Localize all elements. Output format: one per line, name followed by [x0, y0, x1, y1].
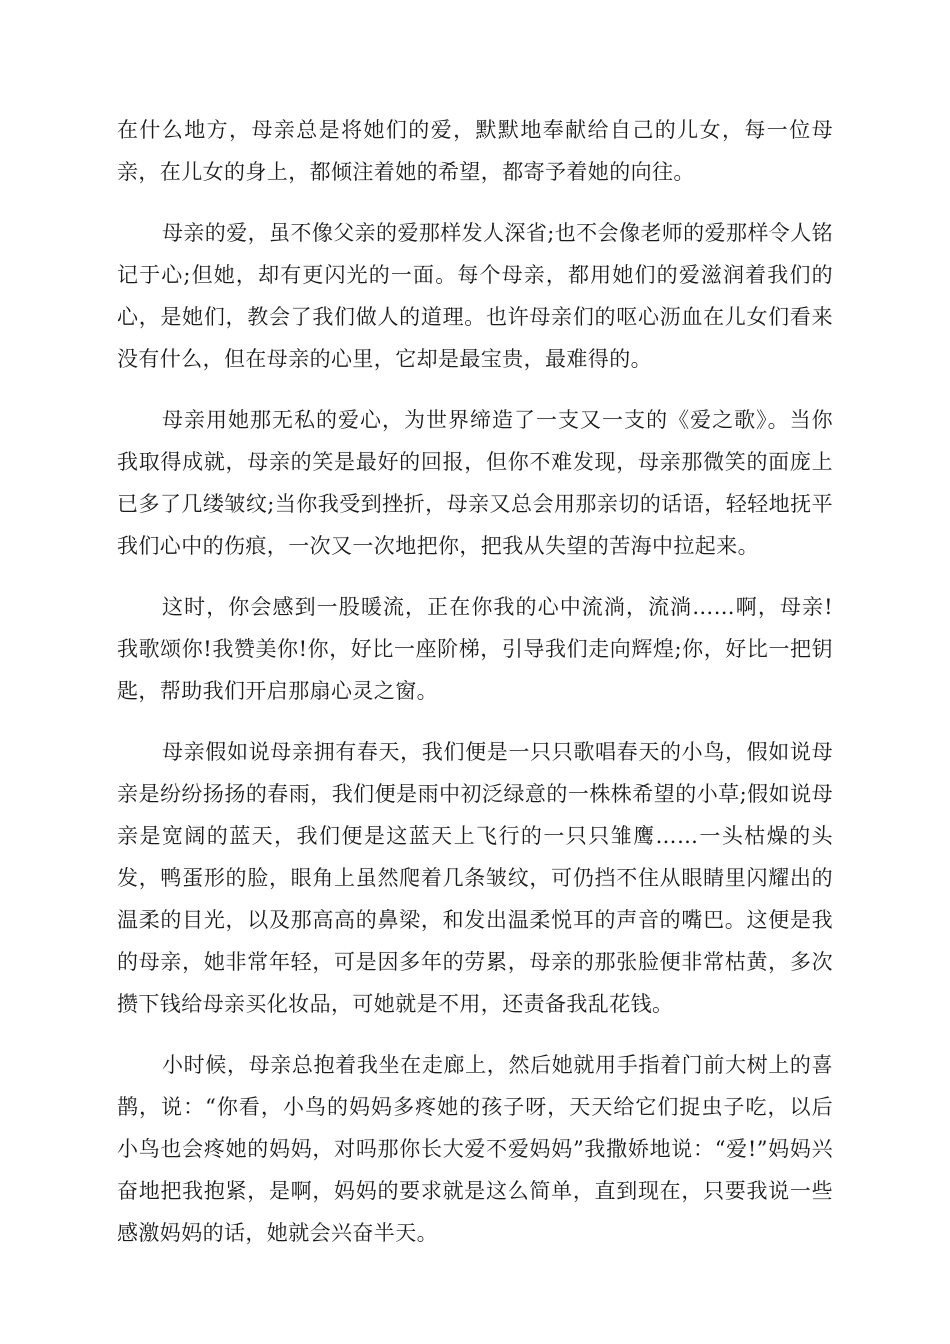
paragraph-3: 母亲用她那无私的爱心，为世界缔造了一支又一支的《爱之歌》。当你我取得成就，母亲的笑是最好的回报，但你不难发现，母亲那微笑的面庞上已多了几缕皱纹;当你我受到挫折，母亲又总会用那亲切的话语，轻轻地抚平我们心中的伤痕，一次又一次地把你，把我从失望的苦海中拉起来。	[117, 408, 833, 558]
paragraph-6: 小时候，母亲总抱着我坐在走廊上，然后她就用手指着门前大树上的喜鹊，说：“你看，小鸟的妈妈多疼她的孩子呀，天天给它们捉虫子吃，以后小鸟也会疼她的妈妈，对吗那你长大爱不爱妈妈”我撒娇地说：“爱!”妈妈兴奋地把我抱紧，是啊，妈妈的要求就是这么简单，直到现在，只要我说一些感激妈妈的话，她就会兴奋半天。	[117, 1053, 833, 1245]
document-body	[117, 109, 833, 1273]
paragraph-4: 这时，你会感到一股暖流，正在你我的心中流淌，流淌……啊，母亲!我歌颂你!我赞美你!你，好比一座阶梯，引导我们走向辉煌;你，好比一把钥匙，帮助我们开启那扇心灵之窗。	[117, 595, 833, 703]
paragraph-5: 母亲假如说母亲拥有春天，我们便是一只只歌唱春天的小鸟，假如说母亲是纷纷扬扬的春雨，我们便是雨中初泛绿意的一株株希望的小草;假如说母亲是宽阔的蓝天，我们便是这蓝天上飞行的一只只雏鹰……一头枯燥的头发，鸭蛋形的脸，眼角上虽然爬着几条皱纹，可仍挡不住从眼睛里闪耀出的温柔的目光，以及那高高的鼻梁，和发出温柔悦耳的声音的嘴巴。这便是我的母亲，她非常年轻，可是因多年的劳累，母亲的那张脸便非常枯黄，多次攒下钱给母亲买化妆品，可她就是不用，还责备我乱花钱。	[117, 740, 833, 1016]
paragraph-1: 在什么地方，母亲总是将她们的爱，默默地奉献给自己的儿女，每一位母亲，在儿女的身上，都倾注着她的希望，都寄予着她的向往。	[117, 118, 833, 184]
paragraph-2: 母亲的爱，虽不像父亲的爱那样发人深省;也不会像老师的爱那样令人铭记于心;但她，却有更闪光的一面。每个母亲，都用她们的爱滋润着我们的心，是她们，教会了我们做人的道理。也许母亲们的呕心沥血在儿女们看来没有什么，但在母亲的心里，它却是最宝贵，最难得的。	[117, 221, 833, 371]
